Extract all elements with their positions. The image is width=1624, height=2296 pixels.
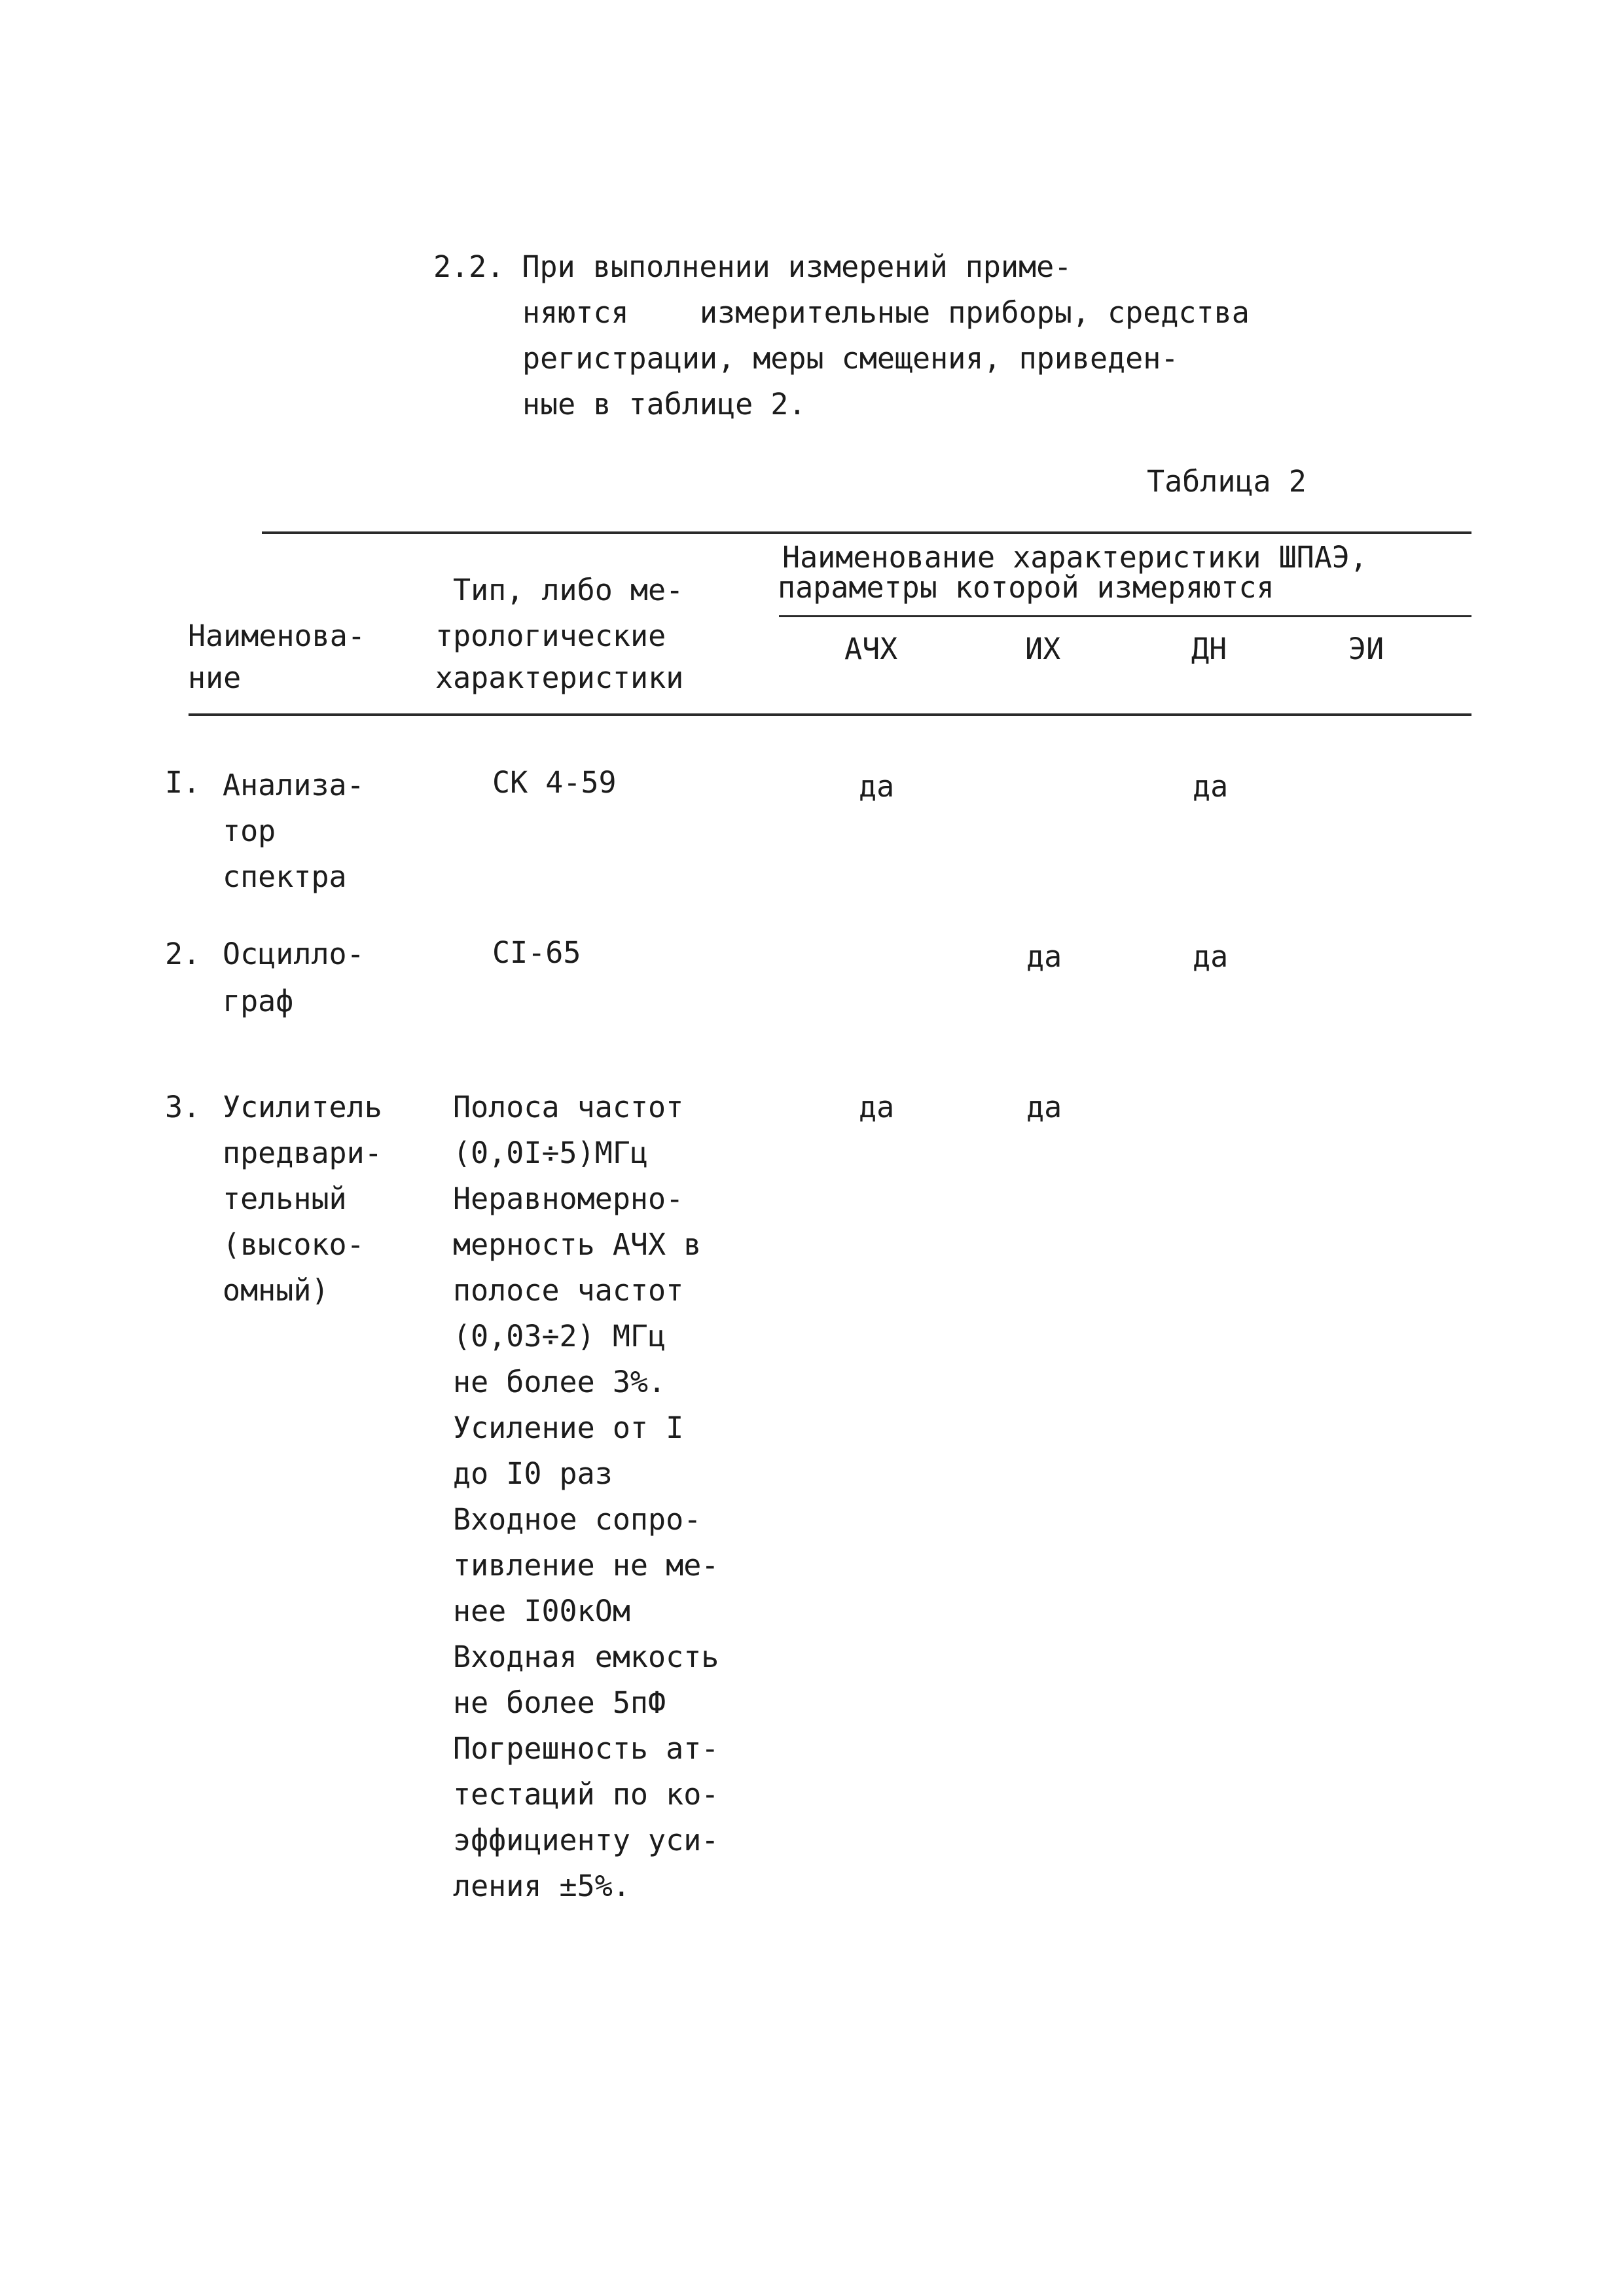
header-group: Наименование характеристики ШПАЭ, — [782, 540, 1368, 575]
row-type: Неравномерно- — [453, 1181, 684, 1216]
row-type: Входная емкость — [453, 1640, 719, 1674]
row-type: тестаций по ко- — [453, 1777, 719, 1812]
row-name: омный) — [223, 1273, 329, 1308]
row-name: тельный — [223, 1181, 347, 1216]
row-type: Входное сопро- — [453, 1502, 702, 1537]
header-name: ние — [188, 660, 242, 695]
cell-achx: да — [859, 769, 895, 804]
intro-line: регистрации, меры смещения, приведен- — [522, 341, 1179, 376]
header-name: Наименова- — [188, 619, 365, 653]
header-type: трологические — [435, 619, 666, 653]
row-type: не более 3%. — [453, 1365, 666, 1399]
row-type: ления ±5%. — [453, 1869, 630, 1903]
intro-line: няются измерительные приборы, средства — [522, 295, 1250, 330]
row-number: I. — [165, 765, 201, 800]
row-type: (0,03÷2) МГц — [453, 1319, 666, 1354]
group-header-rule — [779, 615, 1471, 617]
row-type: до I0 раз — [453, 1456, 613, 1491]
cell-dn: да — [1193, 769, 1229, 804]
row-type: Полоса частот — [453, 1090, 684, 1124]
row-type: СI-65 — [492, 935, 581, 970]
row-type: Погрешность ат- — [453, 1731, 719, 1766]
row-type: тивление не ме- — [453, 1548, 719, 1583]
header-sub-dn: ДН — [1191, 632, 1227, 666]
row-type: СК 4-59 — [492, 765, 617, 800]
row-name: (высоко- — [223, 1227, 365, 1262]
row-type: мерность АЧХ в — [453, 1227, 702, 1262]
cell-ih: да — [1026, 939, 1062, 974]
header-sub-ih: ИХ — [1025, 632, 1061, 666]
row-type: эффициенту уси- — [453, 1823, 719, 1857]
row-type: не более 5пФ — [453, 1685, 666, 1720]
row-name: Анализа- — [223, 768, 365, 802]
cell-dn: да — [1193, 939, 1229, 974]
header-type: Тип, либо ме- — [453, 573, 684, 607]
row-name: спектра — [223, 859, 347, 894]
row-type: (0,0I÷5)МГц — [453, 1136, 649, 1170]
table-caption: Таблица 2 — [1147, 464, 1307, 499]
row-name: граф — [223, 984, 294, 1018]
header-sub-achx: АЧХ — [844, 632, 898, 666]
row-type: Усиление от I — [453, 1410, 684, 1445]
row-type: нее I00кОм — [453, 1594, 630, 1628]
intro-line: ные в таблице 2. — [522, 387, 806, 422]
row-number: 2. — [165, 937, 201, 971]
cell-ih: да — [1026, 1090, 1062, 1124]
row-name: предвари- — [223, 1136, 382, 1170]
row-name: Осцилло- — [223, 937, 365, 971]
table-top-rule — [262, 531, 1471, 534]
row-name: Усилитель — [223, 1090, 382, 1124]
header-type: характеристики — [435, 660, 684, 695]
row-type: полосе частот — [453, 1273, 684, 1308]
header-sub-ei: ЭИ — [1348, 632, 1384, 666]
intro-line: 2.2. При выполнении измерений приме- — [433, 249, 1072, 284]
row-name: тор — [223, 814, 276, 848]
header-group: параметры которой измеряются — [778, 570, 1274, 605]
row-number: 3. — [165, 1090, 201, 1124]
cell-achx: да — [859, 1090, 895, 1124]
header-bottom-rule — [189, 713, 1471, 716]
